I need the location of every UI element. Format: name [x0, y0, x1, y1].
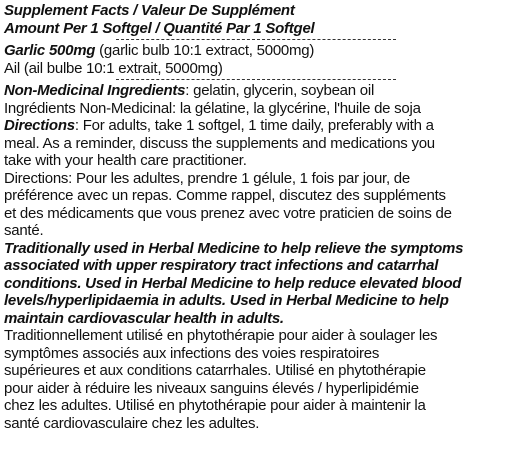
directions-french-line-2: préférence avec un repas. Comme rappel, discutez des suppléments [4, 187, 446, 204]
non-medicinal-text: : gelatin, glycerin, soybean oil [185, 82, 375, 99]
claims-french-line-4: pour aider à réduire les niveaux sanguins élevés / hyperlipidémie [4, 379, 419, 397]
claims-line-4: levels/hyperlipidaemia in adults. Used in Herbal Medicine to help [4, 292, 449, 309]
divider-top [116, 39, 396, 40]
claims-french-line-5: chez les adultes. Utilisé en phytothérapie pour aider à maintenir la [4, 397, 426, 414]
directions-french-line-4: santé. [4, 222, 44, 239]
claims-line-3: conditions. Used in Herbal Medicine to help reduce elevated blood [4, 274, 462, 292]
directions-label: Directions [4, 117, 75, 134]
supplement-label [4, 2, 504, 432]
directions-line-3: take with your health care practitioner. [4, 152, 247, 169]
ingredient-french: Ail (ail bulbe 10:1 extrait, 5000mg) [4, 59, 223, 77]
claims-line-5: maintain cardiovascular health in adults. [4, 309, 284, 327]
claims-line-2: associated with upper respiratory tract infections and catarrhal [4, 257, 439, 274]
directions-line-1 [4, 117, 504, 135]
non-medicinal-french: Ingrédients Non-Medicinal: la gélatine, la glycérine, l'huile de soja [4, 99, 421, 117]
directions-text: : For adults, take 1 softgel, 1 time daily, preferably with a [74, 117, 434, 134]
ingredient-line [4, 42, 504, 60]
claims-line-1: Traditionally used in Herbal Medicine to help relieve the symptoms [4, 239, 464, 257]
claims-french-line-3: supérieures et aux conditions catarrhales. Utilisé en phytothérapie [4, 362, 426, 379]
label-title: Supplement Facts / Valeur De Supplément [4, 2, 295, 19]
ingredient-detail: (garlic bulb 10:1 extract, 5000mg) [95, 42, 315, 59]
claims-french-line-6: santé cardiovasculaire chez les adultes. [4, 414, 260, 432]
serving-size: Amount Per 1 Softgel / Quantité Par 1 Softgel [4, 19, 315, 37]
non-medicinal-label: Non-Medicinal Ingredients [4, 82, 186, 99]
divider-bottom [116, 79, 396, 80]
directions-french-line-3: et des médicaments que vous prenez avec votre praticien de soins de [4, 204, 452, 222]
directions-french-line-1: Directions: Pour les adultes, prendre 1 gélule, 1 fois par jour, de [4, 169, 410, 187]
directions-line-2: meal. As a reminder, discuss the supplements and medications you [4, 134, 435, 152]
ingredient-name: Garlic 500mg [4, 42, 96, 59]
claims-french-line-1: Traditionnellement utilisé en phytothérapie pour aider à soulager les [4, 327, 438, 344]
claims-french-line-2: symptômes associés aux infections des voies respiratoires [4, 344, 380, 362]
non-medicinal-line [4, 82, 504, 100]
